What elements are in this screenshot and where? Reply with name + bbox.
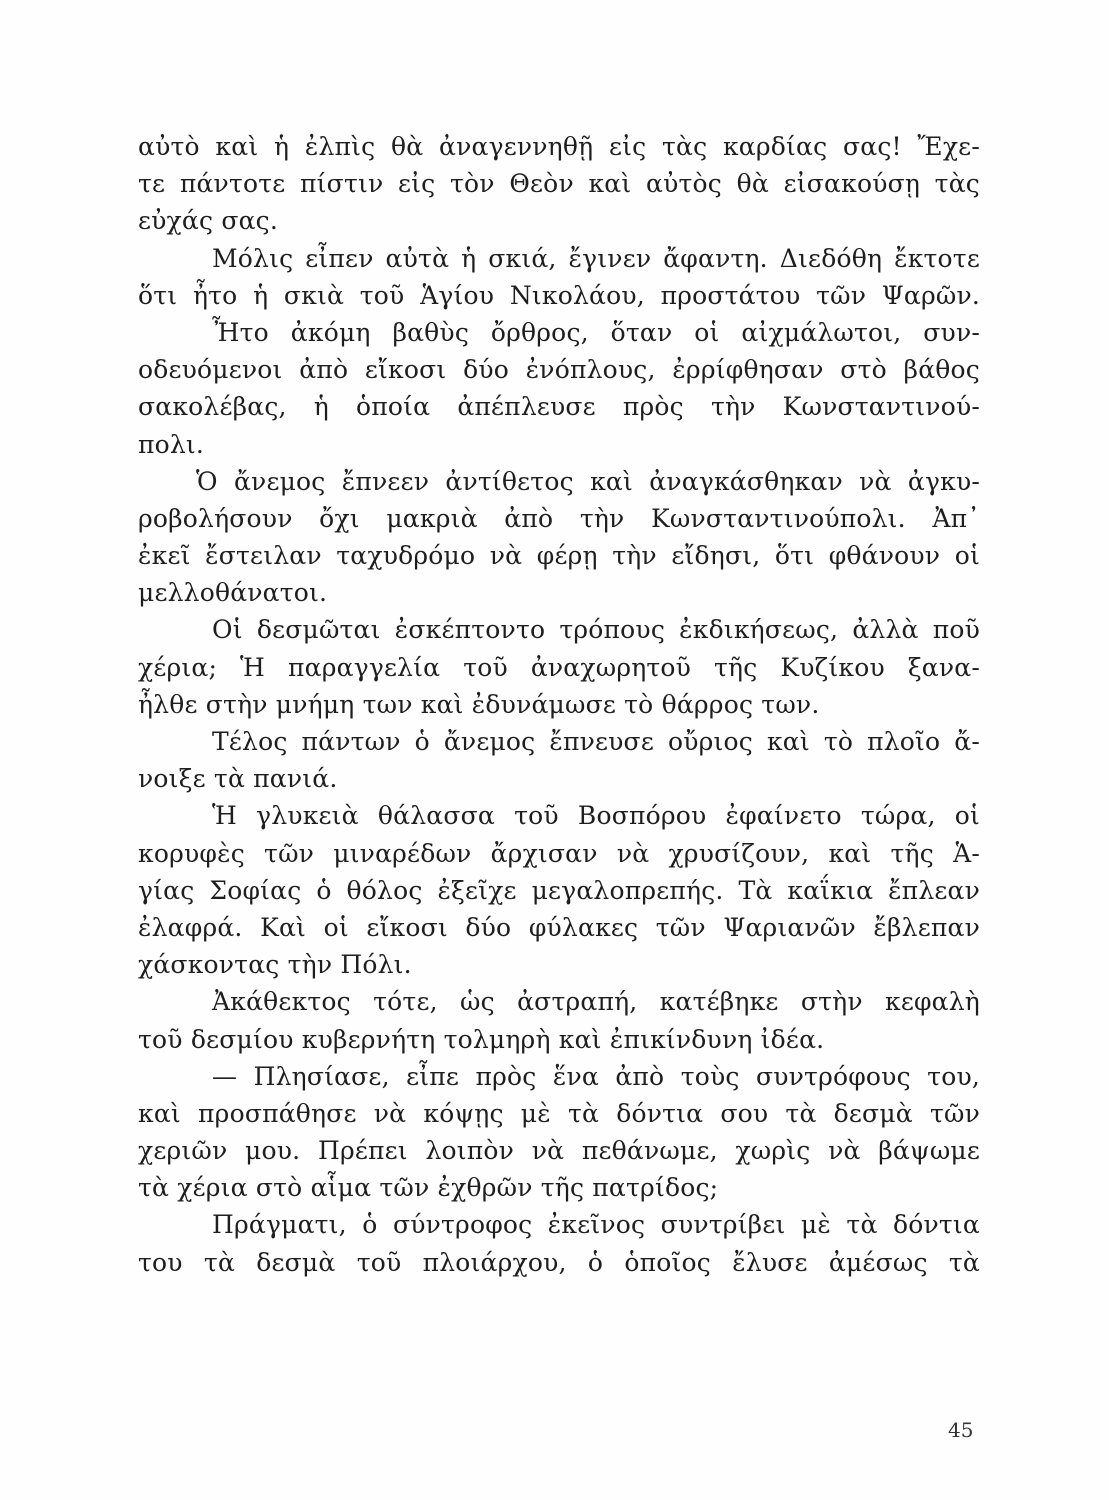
text-line: καὶ προσπάθησε νὰ κόψῃς μὲ τὰ δόντια σου τὰ δεσμὰ τῶν <box>138 1098 980 1128</box>
text-line: Ἦτο ἀκόμη βαθὺς ὄρθρος, ὅταν οἱ αἰχμάλωτοι, συν- <box>212 317 980 347</box>
text-line: Πράγματι, ὁ σύντροφος ἐκεῖνος συντρίβει μὲ τὰ δόντια <box>212 1210 980 1240</box>
text-line: τὰ χέρια στὸ αἷμα τῶν ἐχθρῶν τῆς πατρίδος; <box>138 1173 719 1203</box>
text-line: Ἀκάθεκτος τότε, ὡς ἀστραπή, κατέβηκε στὴν κεφαλὴ <box>212 987 980 1017</box>
text-line: Τέλος πάντων ὁ ἄνεμος ἔπνευσε οὔριος καὶ τὸ πλοῖο ἄ- <box>212 727 980 756</box>
text-line: χάσκοντας τὴν Πόλι. <box>138 950 412 980</box>
page-number: 45 <box>948 1418 974 1442</box>
text-line: αὐτὸ καὶ ἡ ἐλπὶς θὰ ἀναγεννηθῇ εἰς τὰς καρδίας σας! Ἔχε- <box>138 132 980 161</box>
text-line: γίας Σοφίας ὁ θόλος ἐξεῖχε μεγαλοπρεπής. Τὰ καΐκια ἔπλεαν <box>138 875 980 905</box>
text-line: χεριῶν μου. Πρέπει λοιπὸν νὰ πεθάνωμε, χωρὶς νὰ βάψωμε <box>138 1136 980 1166</box>
text-line: ροβολήσουν ὄχι μακριὰ ἀπὸ τὴν Κωνσταντινούπολι. Ἀπ᾽ <box>138 503 980 533</box>
text-line: νοιξε τὰ πανιά. <box>138 764 338 794</box>
text-line: ὅτι ἦτο ἡ σκιὰ τοῦ Ἁγίου Νικολάου, προστάτου τῶν Ψαρῶν. <box>138 280 980 310</box>
text-line: του τὰ δεσμὰ τοῦ πλοιάρχου, ὁ ὁποῖος ἔλυσε ἀμέσως τὰ <box>138 1247 980 1277</box>
text-line: — Πλησίασε, εἶπε πρὸς ἕνα ἀπὸ τοὺς συντρόφους του, <box>212 1061 980 1091</box>
text-line: μελλοθάνατοι. <box>138 578 328 608</box>
text-line: χέρια; Ἡ παραγγελία τοῦ ἀναχωρητοῦ τῆς Κυζίκου ξανα- <box>138 652 980 682</box>
text-line: Οἱ δεσμῶται ἐσκέπτοντο τρόπους ἐκδικήσεως, ἀλλὰ ποῦ <box>212 615 980 645</box>
text-line: τε πάντοτε πίστιν εἰς τὸν Θεὸν καὶ αὐτὸς θὰ εἰσακούσῃ τὰς <box>138 169 980 199</box>
text-line: Ἡ γλυκειὰ θάλασσα τοῦ Βοσπόρου ἐφαίνετο τώρα, οἱ <box>212 801 980 831</box>
text-line: κορυφὲς τῶν μιναρέδων ἄρχισαν νὰ χρυσίζουν, καὶ τῆς Ἁ- <box>138 838 980 868</box>
text-line: ἐλαφρά. Καὶ οἱ εἴκοσι δύο φύλακες τῶν Ψαριανῶν ἔβλεπαν <box>138 912 980 942</box>
body-text <box>138 128 980 1281</box>
text-line: οδευόμενοι ἀπὸ εἴκοσι δύο ἐνόπλους, ἐρρίφθησαν στὸ βάθος <box>138 355 980 385</box>
text-line: Ὁ ἄνεμος ἔπνεεν ἀντίθετος καὶ ἀναγκάσθηκαν νὰ ἀγκυ- <box>196 466 980 496</box>
text-line: εὐχάς σας. <box>138 206 279 236</box>
text-line: τοῦ δεσμίου κυβερνήτη τολμηρὴ καὶ ἐπικίνδυνη ἰδέα. <box>138 1024 825 1054</box>
text-line: πολι. <box>138 429 205 459</box>
text-line: ἐκεῖ ἔστειλαν ταχυδρόμο νὰ φέρῃ τὴν εἴδησι, ὅτι φθάνουν οἱ <box>138 541 980 571</box>
text-line: σακολέβας, ἡ ὁποία ἀπέπλευσε πρὸς τὴν Κωνσταντινού- <box>138 392 980 422</box>
text-line: Μόλις εἶπεν αὐτὰ ἡ σκιά, ἔγινεν ἄφαντη. Διεδόθη ἔκτοτε <box>212 243 980 273</box>
text-line: ἦλθε στὴν μνήμη των καὶ ἐδυνάμωσε τὸ θάρρος των. <box>138 689 820 719</box>
